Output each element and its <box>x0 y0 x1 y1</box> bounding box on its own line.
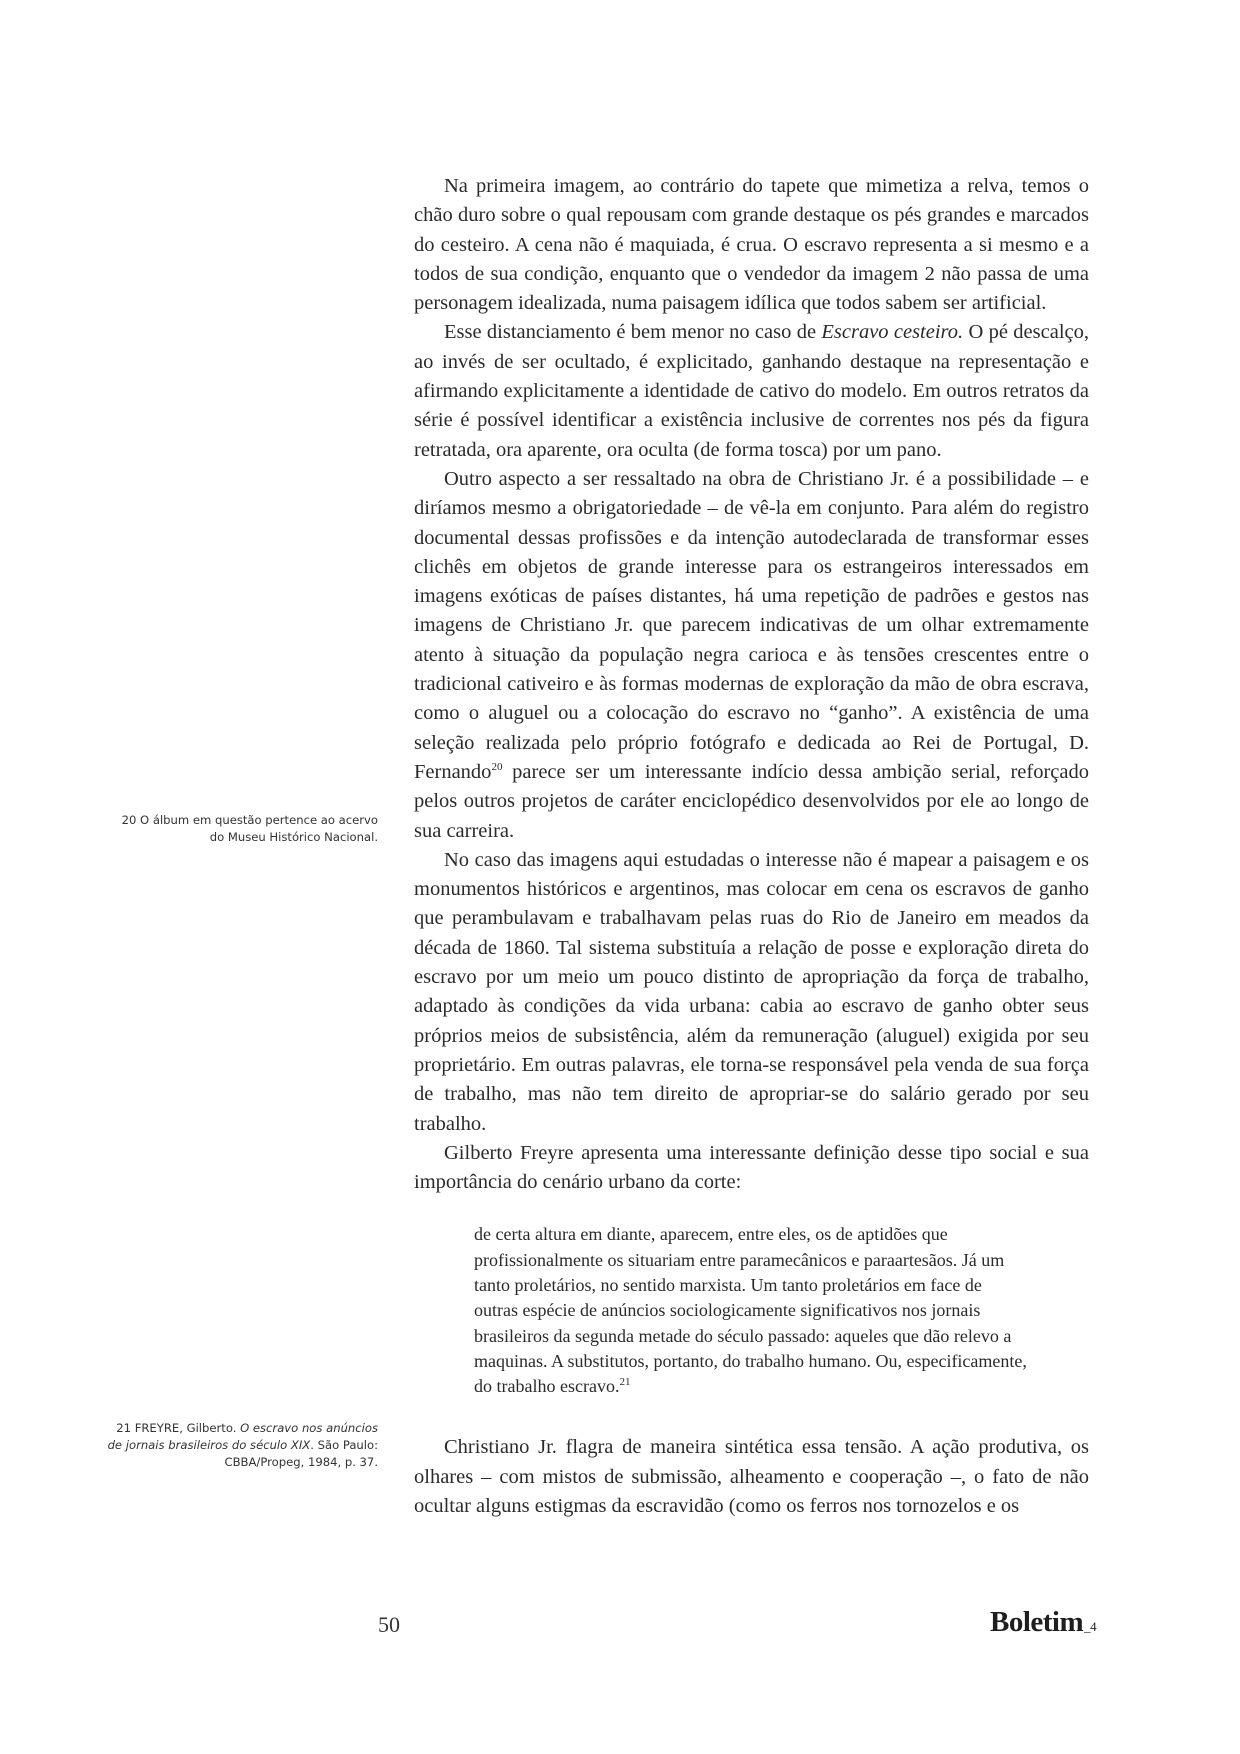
paragraph: Christiano Jr. flagra de maneira sintética essa tensão. A ação produtiva, os olhares – com mistos de submissão, alheamento e cooperação –, o fato de não ocultar alguns estigmas da escravidão (como os ferros nos tornozelos e os <box>414 1436 1089 1518</box>
block-quote: de certa altura em diante, aparecem, entre eles, os de aptidões que profissionalmente os situariam entre paramecânicos e paraartesãos. Já um tanto proletários, no sentido marxista. Um tanto proletários em face de outras espécie de anúncios sociologicamente significativos nos jornais brasileiros da segunda metade do século passado: aqueles que dão relevo a maquinas. A substitutos, portanto, do trabalho humano. Ou, especificamente, do trabalho escravo.$^{21}$ <box>474 1224 1027 1397</box>
footnote-ref-21[interactable]: 21 <box>619 1376 631 1389</box>
paragraph: Esse distanciamento é bem menor no caso de Escravo cesteiro. O pé descalço, ao invés de ser ocultado, é explicitado, ganhando destaque na representação e afirmando explicitamente a identidade de cativo do modelo. Em outros retratos da série é possível identificar a existência inclusive de correntes nos pés da figura retratada, ora aparente, ora oculta (de forma tosca) por um pano. <box>414 321 1089 461</box>
journal-logo: Boletim_4 <box>990 1606 1097 1638</box>
paragraph: Outro aspecto a ser ressaltado na obra de Christiano Jr. é a possibilidade – e diríamos mesmo a obrigatoriedade – de vê-la em conjunto. Para além do registro documental dessas profissões e da intenção autodeclarada de transformar esses clichês em objetos de grande interesse para os estrangeiros interessados em imagens exóticas de países distantes, há uma repetição de padrões e gestos nas imagens de Christiano Jr. que parecem indicativas de um olhar extremamente atento à situação da população negra carioca e às tensões crescentes entre o tradicional cativeiro e às formas modernas de exploração da mão de obra escrava, como o aluguel ou a colocação do escravo no “ganho”. A existência de uma seleção realizada pelo próprio fotógrafo e dedicada ao Rei de Portugal, D. Fernando$^{20}$ parece ser um interessante indício dessa ambição serial, reforçado pelos outros projetos de caráter enciclopédico desenvolvidos por ele ao longo de sua carreira. <box>414 467 1089 842</box>
page-number: 50 <box>378 1612 400 1637</box>
paragraph: Gilberto Freyre apresenta uma interessante definição desse tipo social e sua importância do cenário urbano da corte: <box>414 1141 1089 1194</box>
footnote-20: 20 O álbum em questão pertence ao acervo do Museu Histórico Nacional. <box>121 813 378 844</box>
paragraph: No caso das imagens aqui estudadas o interesse não é mapear a paisagem e os monumentos históricos e argentinos, mas colocar em cena os escravos de ganho que perambulavam e trabalhavam pelas ruas do Rio de Janeiro em meados da década de 1860. Tal sistema substituía a relação de posse e exploração direta do escravo por um meio um pouco distinto de apropriação da força de trabalho, adaptado às condições da vida urbana: cabia ao escravo de ganho obter seus próprios meios de subsistência, além da remuneração (aluguel) exigida por seu proprietário. Em outras palavras, ele torna-se responsável pela venda de sua força de trabalho, mas não tem direito de apropriar-se do salário gerado por seu trabalho. <box>414 848 1089 1135</box>
work-title: Escravo cesteiro. <box>821 321 964 344</box>
footnote-ref-20[interactable]: 20 <box>491 761 503 774</box>
footnote-21: 21 FREYRE, Gilberto. O escravo nos anúncios de jornais brasileiros do século XIX. São Paulo: CBBA/Propeg, 1984, p. 37. <box>107 1421 378 1469</box>
paragraph: Na primeira imagem, ao contrário do tapete que mimetiza a relva, temos o chão duro sobre o qual repousam com grande destaque os pés grandes e marcados do cesteiro. A cena não é maquiada, é crua. O escravo representa a si mesmo e a todos de sua condição, enquanto que o vendedor da imagem 2 não passa de uma personagem idealizada, numa paisagem idílica que todos sabem ser artificial. <box>414 175 1089 315</box>
body-text <box>414 172 1089 1521</box>
